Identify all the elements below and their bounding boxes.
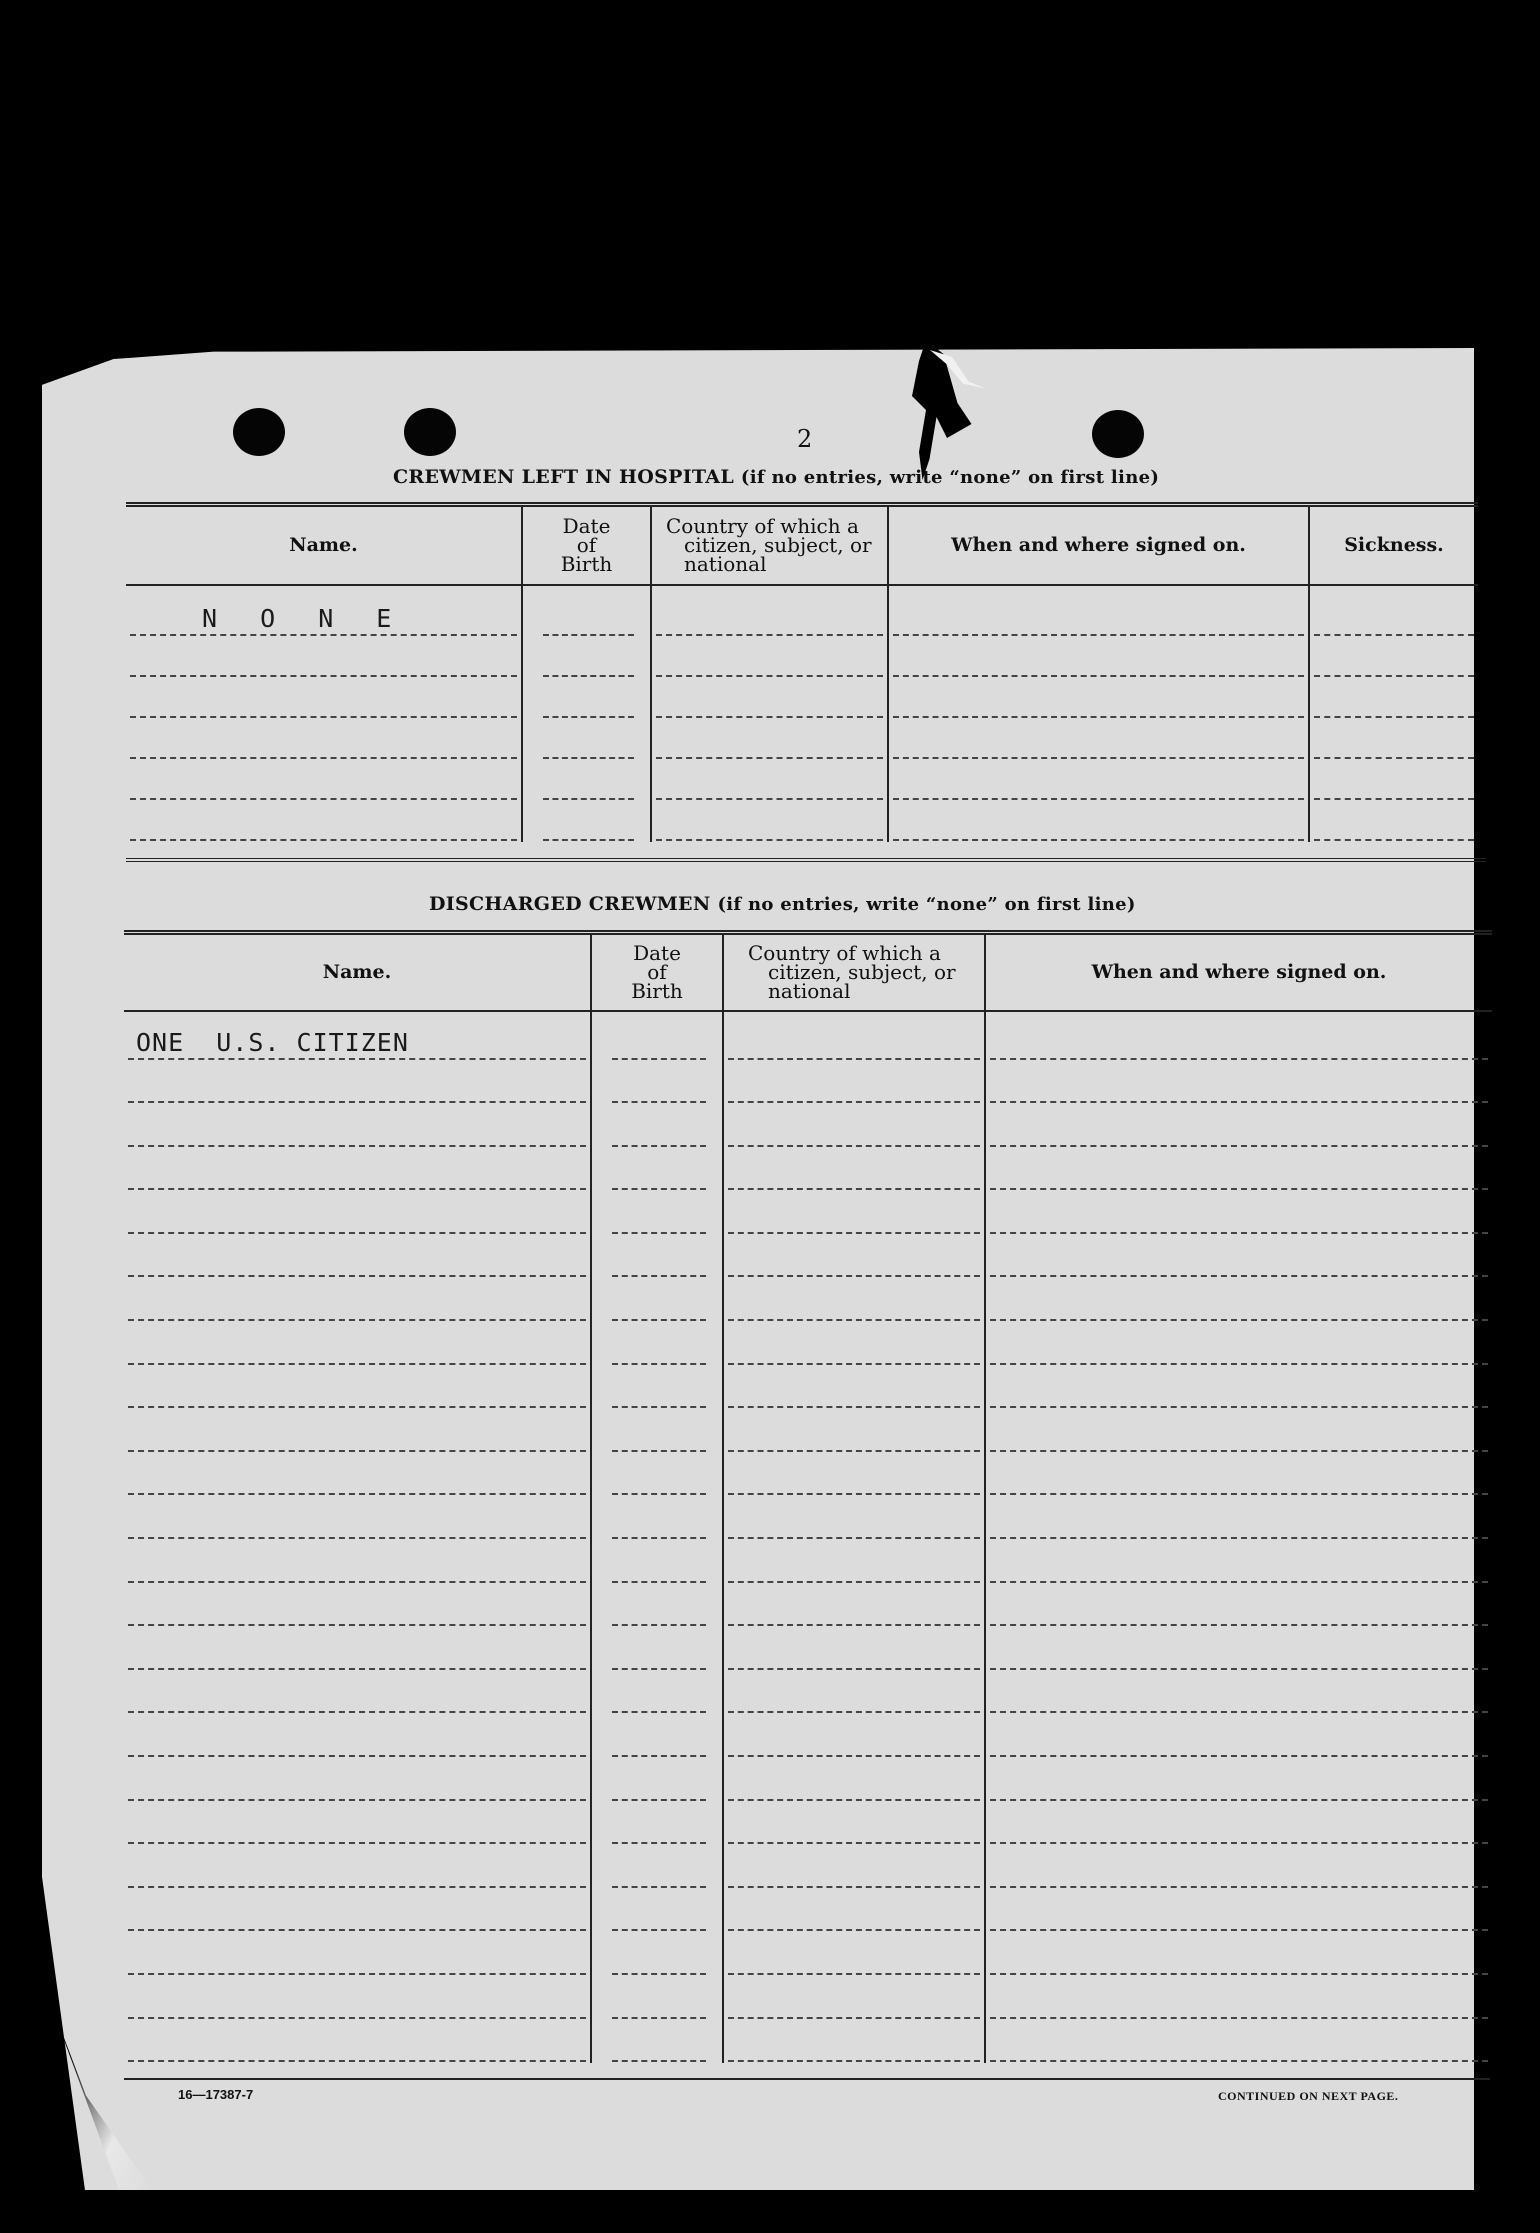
page-number: 2 — [797, 425, 813, 453]
sickness-cell — [1309, 760, 1478, 801]
dob-cell — [591, 1976, 723, 2020]
header-line: national — [768, 978, 851, 1003]
header-line: Date — [562, 513, 611, 538]
country-cell — [723, 1061, 985, 1105]
sickness-cell — [1309, 678, 1478, 719]
table-row — [126, 719, 1478, 760]
name-cell — [124, 1584, 591, 1628]
dob-cell — [522, 719, 651, 760]
discharged-bottom-rule — [124, 2078, 1490, 2080]
signed-cell — [888, 678, 1309, 719]
country-cell — [723, 1366, 985, 1410]
dob-cell — [591, 1496, 723, 1540]
signed-cell — [888, 585, 1309, 637]
dob-cell — [591, 1278, 723, 1322]
name-cell — [124, 1802, 591, 1846]
table-row — [124, 1758, 1492, 1802]
signed-cell — [888, 719, 1309, 760]
punch-hole — [233, 408, 285, 456]
signed-cell — [888, 637, 1309, 678]
table-row — [124, 1627, 1492, 1671]
country-cell — [723, 1191, 985, 1235]
table-row — [124, 1845, 1492, 1889]
table-row — [124, 1061, 1492, 1105]
dob-cell — [522, 801, 651, 842]
country-cell — [723, 1235, 985, 1279]
table-row — [124, 1409, 1492, 1453]
header-line: Country of which a — [748, 940, 941, 965]
dob-cell — [591, 1584, 723, 1628]
header-line: of — [576, 532, 597, 557]
name-cell — [124, 1322, 591, 1366]
discharged-header-country — [723, 933, 985, 1011]
dob-cell — [591, 1409, 723, 1453]
hospital-note: (if no entries, write “none” on first line) — [740, 467, 1160, 488]
name-cell — [126, 719, 522, 760]
signed-cell — [985, 1235, 1492, 1279]
dob-cell — [591, 1061, 723, 1105]
dob-cell — [591, 1845, 723, 1889]
table-row — [126, 585, 1478, 637]
hospital-title: CREWMEN LEFT IN HOSPITAL — [393, 466, 734, 488]
dob-cell — [591, 1191, 723, 1235]
name-cell — [124, 1932, 591, 1976]
header-line: citizen, subject, or — [768, 959, 956, 984]
signed-cell — [985, 1584, 1492, 1628]
header-line: citizen, subject, or — [684, 532, 872, 557]
table-row — [124, 1104, 1492, 1148]
country-cell — [651, 719, 888, 760]
dob-cell — [522, 678, 651, 719]
dob-cell — [591, 1889, 723, 1933]
country-cell — [723, 1011, 985, 1061]
discharged-title: DISCHARGED CREWMEN — [429, 893, 711, 915]
discharged-header-dob — [591, 933, 723, 1011]
signed-cell — [985, 2020, 1492, 2064]
dob-cell — [591, 1322, 723, 1366]
country-cell — [723, 1496, 985, 1540]
dob-cell — [591, 1235, 723, 1279]
name-cell — [124, 1845, 591, 1889]
name-cell — [124, 1366, 591, 1410]
header-line: Country of which a — [666, 513, 859, 538]
signed-cell — [985, 1061, 1492, 1105]
signed-cell — [888, 801, 1309, 842]
hospital-entry: N O N E — [202, 603, 406, 633]
signed-cell — [985, 1104, 1492, 1148]
signed-cell — [985, 1409, 1492, 1453]
dob-cell — [591, 1932, 723, 1976]
dob-cell — [522, 637, 651, 678]
signed-cell — [985, 1540, 1492, 1584]
name-cell — [126, 801, 522, 842]
dob-cell — [591, 1671, 723, 1715]
country-cell — [723, 1845, 985, 1889]
country-cell — [723, 1889, 985, 1933]
country-cell — [651, 637, 888, 678]
table-row — [124, 1889, 1492, 1933]
country-cell — [651, 585, 888, 637]
dob-cell — [591, 1540, 723, 1584]
name-cell — [124, 1496, 591, 1540]
country-cell — [723, 1278, 985, 1322]
table-row — [124, 1011, 1492, 1061]
signed-cell — [985, 1976, 1492, 2020]
name-cell — [126, 678, 522, 719]
dob-cell — [522, 760, 651, 801]
name-cell — [124, 1011, 591, 1061]
name-cell — [124, 1976, 591, 2020]
hospital-bottom-rule — [126, 858, 1486, 862]
header-line: national — [684, 551, 767, 576]
dob-cell — [591, 2020, 723, 2064]
country-cell — [723, 1453, 985, 1497]
table-row — [124, 1802, 1492, 1846]
signed-cell — [985, 1278, 1492, 1322]
country-cell — [723, 1802, 985, 1846]
discharged-section-title — [429, 893, 1136, 915]
name-cell — [126, 760, 522, 801]
country-cell — [723, 1409, 985, 1453]
signed-cell — [985, 1671, 1492, 1715]
name-cell — [124, 1235, 591, 1279]
country-cell — [723, 1758, 985, 1802]
dob-cell — [591, 1148, 723, 1192]
hospital-header-sickness: Sickness. — [1309, 505, 1478, 585]
table-row — [126, 637, 1478, 678]
signed-cell — [985, 1714, 1492, 1758]
table-row — [124, 1366, 1492, 1410]
signed-cell — [985, 1889, 1492, 1933]
hospital-header-name: Name. — [126, 505, 522, 585]
header-line: of — [647, 959, 667, 984]
signed-cell — [985, 1453, 1492, 1497]
country-cell — [723, 1976, 985, 2020]
country-cell — [723, 1148, 985, 1192]
name-cell — [126, 637, 522, 678]
country-cell — [723, 2020, 985, 2064]
discharged-entry: ONE U.S. CITIZEN — [136, 1027, 409, 1057]
name-cell — [124, 1758, 591, 1802]
table-row — [124, 1540, 1492, 1584]
country-cell — [723, 1671, 985, 1715]
dob-cell — [591, 1627, 723, 1671]
table-row — [124, 1714, 1492, 1758]
dob-cell — [522, 585, 651, 637]
dob-cell — [591, 1453, 723, 1497]
hospital-header-country — [651, 505, 888, 585]
header-line: Date — [633, 940, 681, 965]
discharged-header-signed: When and where signed on. — [985, 933, 1492, 1011]
country-cell — [651, 678, 888, 719]
signed-cell — [985, 1758, 1492, 1802]
discharged-header-name: Name. — [124, 933, 591, 1011]
table-row — [124, 1584, 1492, 1628]
table-row — [124, 1976, 1492, 2020]
table-row — [126, 801, 1478, 842]
table-row — [124, 1191, 1492, 1235]
name-cell — [124, 1671, 591, 1715]
country-cell — [723, 1322, 985, 1366]
name-cell — [124, 2020, 591, 2064]
sickness-cell — [1309, 585, 1478, 637]
dob-cell — [591, 1366, 723, 1410]
name-cell — [124, 1191, 591, 1235]
dob-cell — [591, 1802, 723, 1846]
name-cell — [124, 1714, 591, 1758]
dob-cell — [591, 1714, 723, 1758]
country-cell — [723, 1627, 985, 1671]
country-cell — [723, 1540, 985, 1584]
hospital-header-signed: When and where signed on. — [888, 505, 1309, 585]
hospital-section-title — [393, 466, 1159, 488]
signed-cell — [985, 1191, 1492, 1235]
name-cell — [124, 1889, 591, 1933]
signed-cell — [985, 1845, 1492, 1889]
name-cell — [124, 1148, 591, 1192]
name-cell — [124, 1061, 591, 1105]
sickness-cell — [1309, 637, 1478, 678]
name-cell — [124, 1409, 591, 1453]
signed-cell — [985, 1496, 1492, 1540]
punch-hole — [404, 408, 456, 456]
table-row — [124, 1496, 1492, 1540]
name-cell — [124, 1540, 591, 1584]
country-cell — [651, 760, 888, 801]
table-row — [124, 1322, 1492, 1366]
header-line: Birth — [631, 978, 683, 1003]
country-cell — [651, 801, 888, 842]
signed-cell — [985, 1366, 1492, 1410]
table-row — [124, 2020, 1492, 2064]
table-row — [126, 678, 1478, 719]
hospital-table — [126, 502, 1478, 842]
signed-cell — [985, 1322, 1492, 1366]
country-cell — [723, 1714, 985, 1758]
signed-cell — [985, 1932, 1492, 1976]
name-cell — [124, 1627, 591, 1671]
dob-cell — [591, 1104, 723, 1148]
name-cell — [124, 1104, 591, 1148]
table-row — [124, 1671, 1492, 1715]
country-cell — [723, 1932, 985, 1976]
table-row — [124, 1932, 1492, 1976]
country-cell — [723, 1104, 985, 1148]
table-row — [124, 1453, 1492, 1497]
sickness-cell — [1309, 719, 1478, 760]
table-row — [126, 760, 1478, 801]
form-number: 16—17387-7 — [178, 2087, 254, 2102]
sickness-cell — [1309, 801, 1478, 842]
signed-cell — [985, 1627, 1492, 1671]
name-cell — [126, 585, 522, 637]
punch-hole — [1092, 410, 1144, 458]
table-row — [124, 1235, 1492, 1279]
header-line: Birth — [560, 551, 613, 576]
table-row — [124, 1278, 1492, 1322]
signed-cell — [985, 1802, 1492, 1846]
name-cell — [124, 1278, 591, 1322]
name-cell — [124, 1453, 591, 1497]
dob-cell — [591, 1758, 723, 1802]
dob-cell — [591, 1011, 723, 1061]
signed-cell — [888, 760, 1309, 801]
country-cell — [723, 1584, 985, 1628]
table-row — [124, 1148, 1492, 1192]
continued-note: CONTINUED ON NEXT PAGE. — [1218, 2089, 1399, 2103]
signed-cell — [985, 1148, 1492, 1192]
signed-cell — [985, 1011, 1492, 1061]
discharged-note: (if no entries, write “none” on first line) — [717, 894, 1136, 915]
discharged-table — [124, 930, 1492, 2063]
hospital-header-dob — [522, 505, 651, 585]
